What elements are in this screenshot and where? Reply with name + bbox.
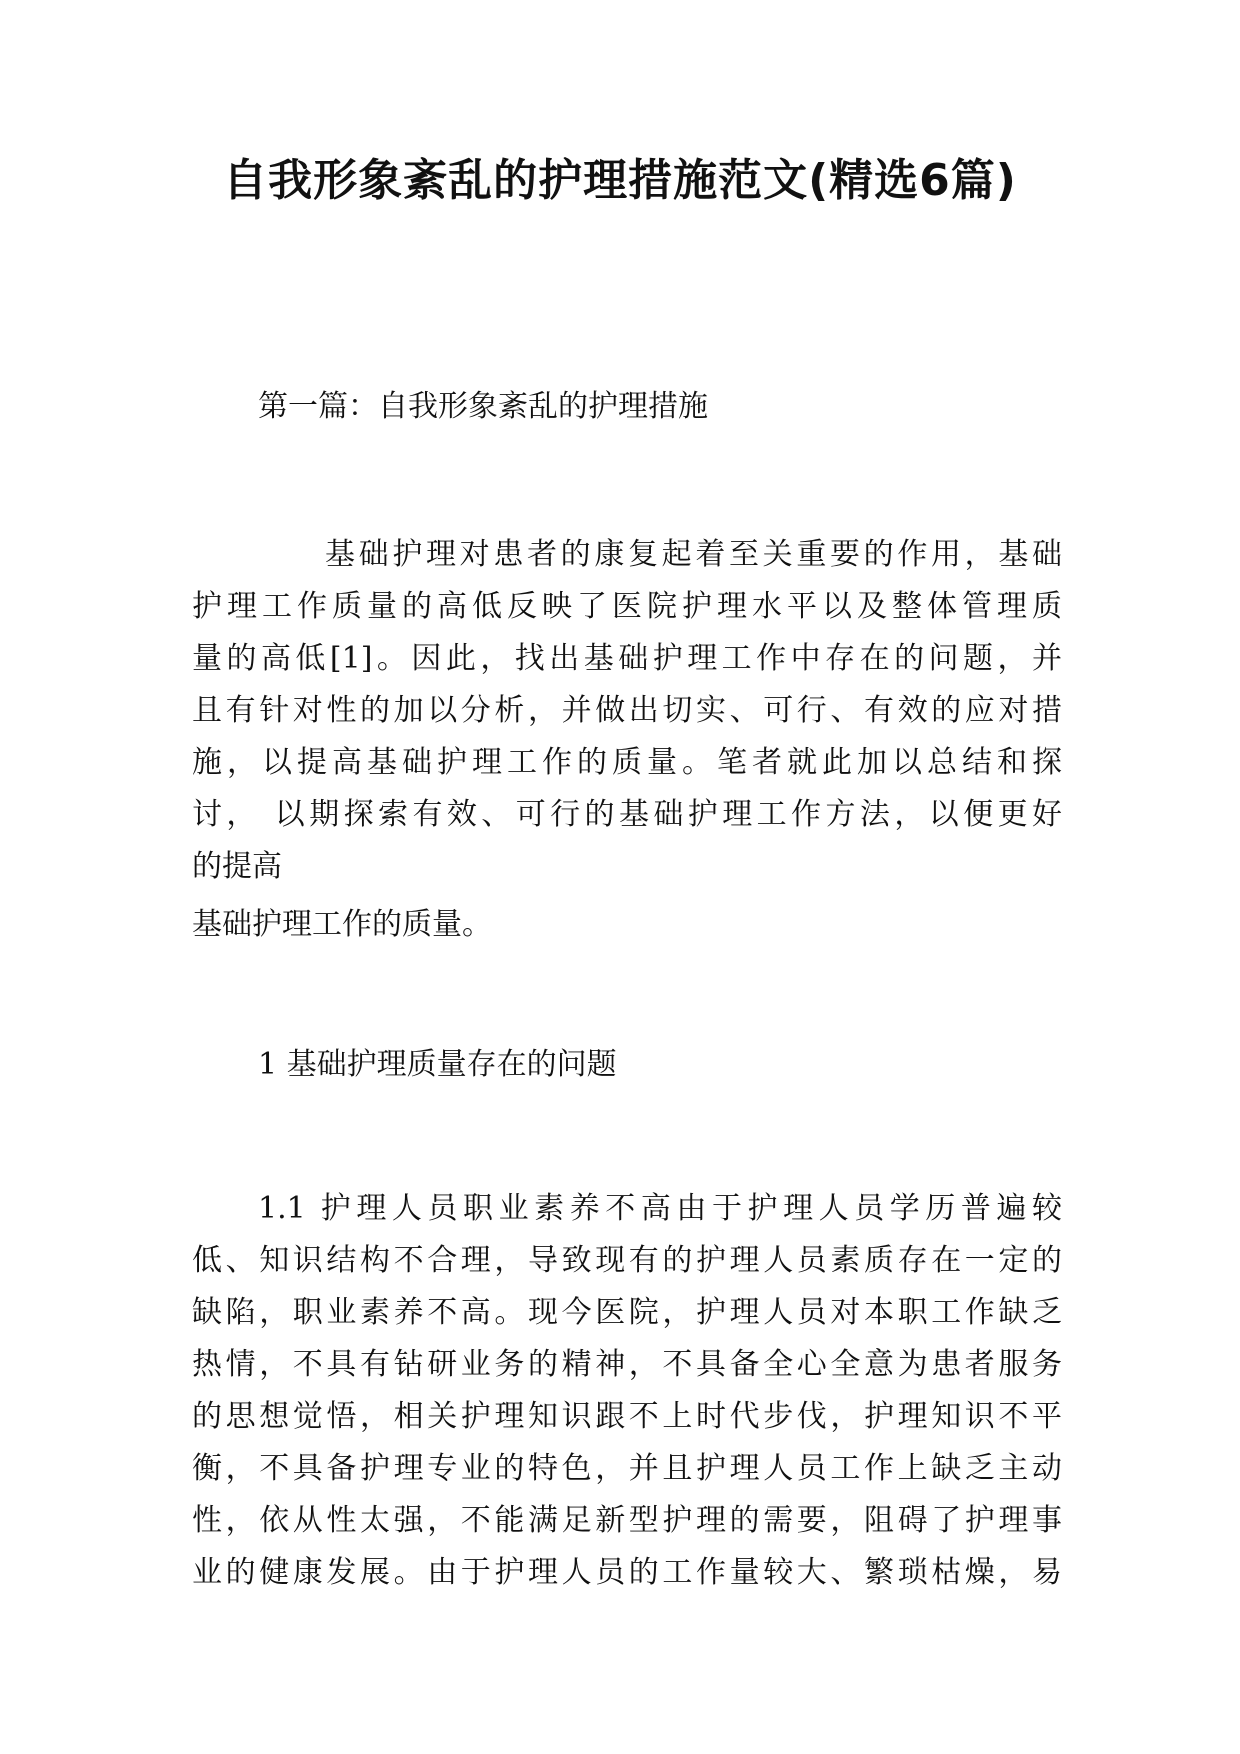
subheading: 1 基础护理质量存在的问题	[258, 1047, 617, 1082]
paragraph-line: 缺陷，职业素养不高。现今医院，护理人员对本职工作缺乏	[192, 1295, 1062, 1330]
document-title: 自我形象紊乱的护理措施范文(精选6篇)	[223, 155, 1017, 206]
paragraph-line: 量的高低[1]。因此，找出基础护理工作中存在的问题，并	[192, 641, 1062, 676]
paragraph-line: 护理工作质量的高低反映了医院护理水平以及整体管理质	[192, 589, 1062, 624]
paragraph-line: 且有针对性的加以分析，并做出切实、可行、有效的应对措	[192, 693, 1062, 728]
paragraph-line: 的提高	[192, 849, 282, 884]
paragraph-line: 1.1 护理人员职业素养不高由于护理人员学历普遍较	[258, 1191, 1062, 1226]
paragraph-line: 衡，不具备护理专业的特色，并且护理人员工作上缺乏主动	[192, 1451, 1062, 1486]
paragraph-line: 热情，不具有钻研业务的精神，不具备全心全意为患者服务	[192, 1347, 1062, 1382]
paragraph-line: 业的健康发展。由于护理人员的工作量较大、繁琐枯燥，易	[192, 1555, 1062, 1590]
paragraph-line: 施，以提高基础护理工作的质量。笔者就此加以总结和探	[192, 745, 1062, 780]
paragraph-line: 低、知识结构不合理，导致现有的护理人员素质存在一定的	[192, 1243, 1062, 1278]
paragraph-line: 基础护理对患者的康复起着至关重要的作用，基础	[325, 537, 1062, 572]
paragraph-line: 讨， 以期探索有效、可行的基础护理工作方法，以便更好	[192, 797, 1062, 832]
paragraph-tail: 基础护理工作的质量。	[192, 907, 492, 942]
paragraph-line: 的思想觉悟，相关护理知识跟不上时代步伐，护理知识不平	[192, 1399, 1062, 1434]
paragraph-line: 性，依从性太强，不能满足新型护理的需要，阻碍了护理事	[192, 1503, 1062, 1538]
section-heading: 第一篇：自我形象紊乱的护理措施	[258, 389, 708, 424]
